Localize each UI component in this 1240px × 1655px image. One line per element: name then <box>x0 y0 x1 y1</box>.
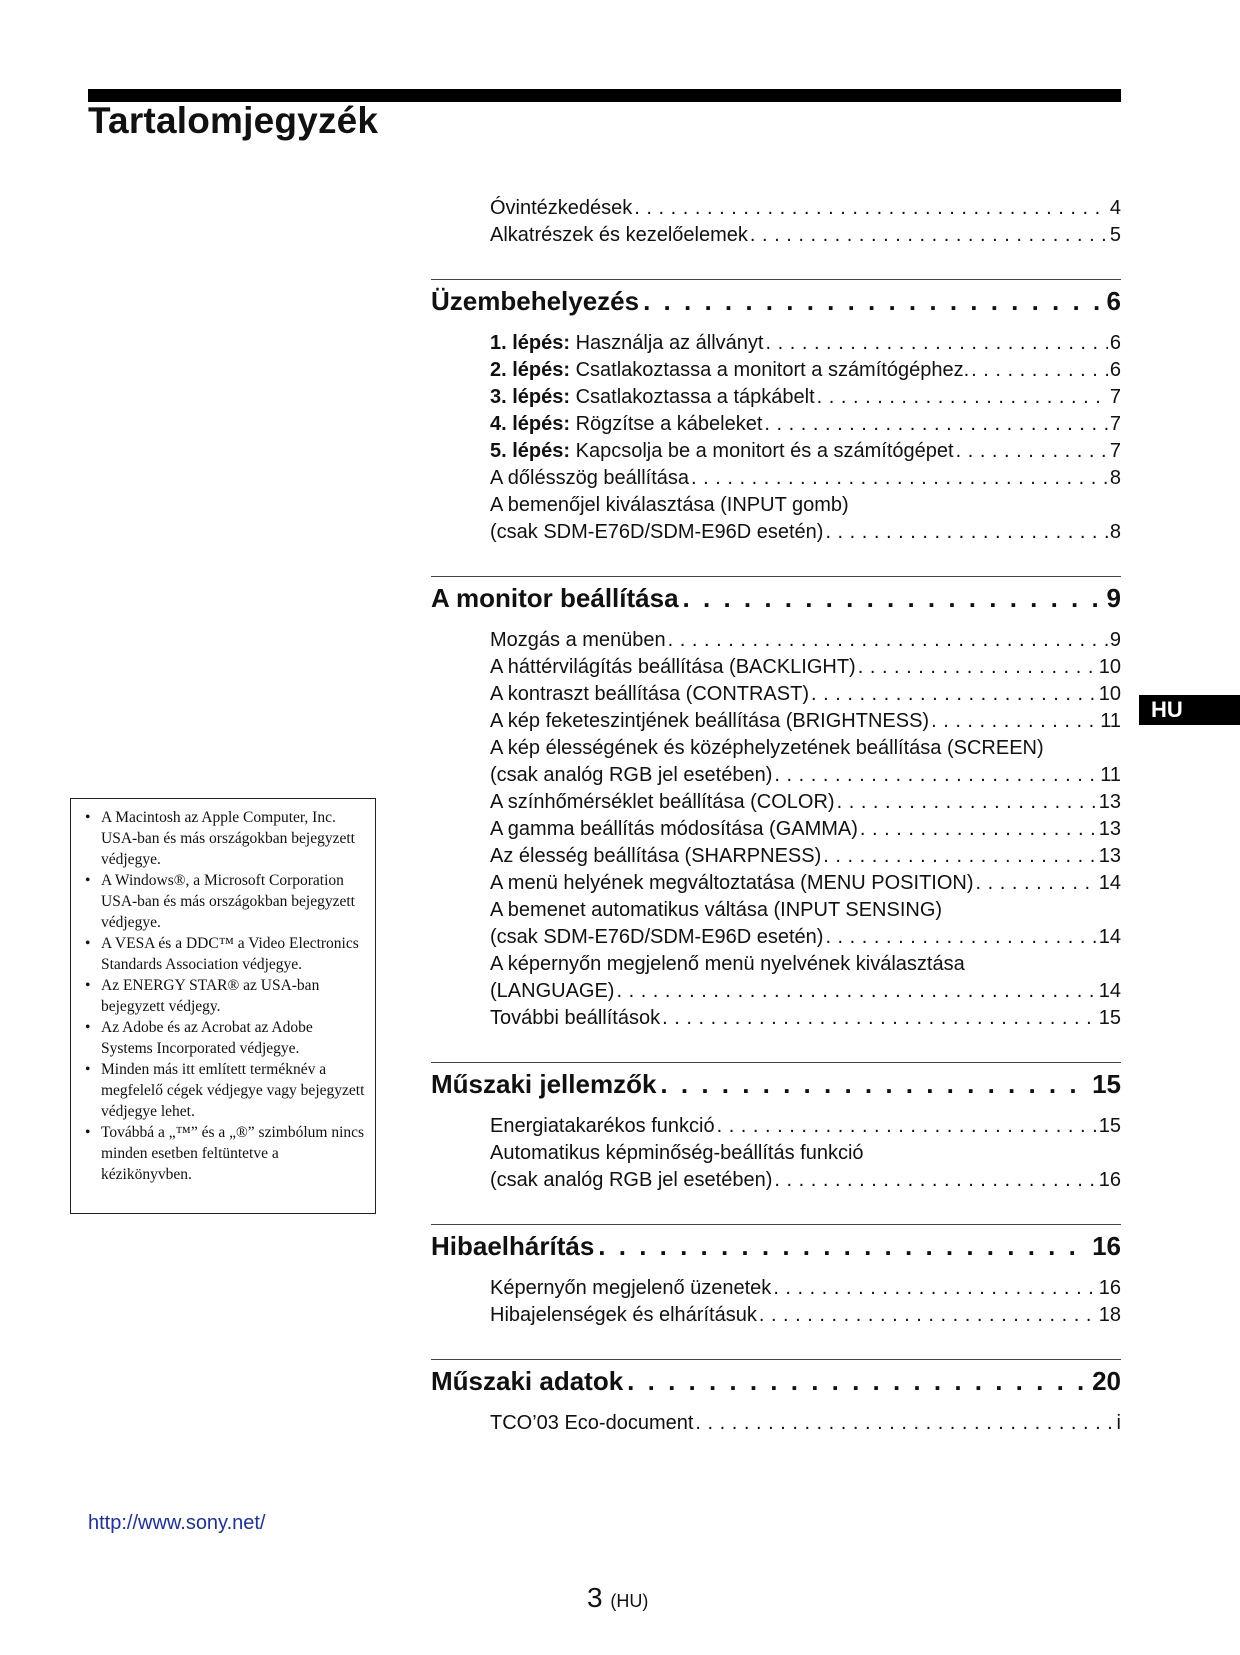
toc-section <box>431 576 1121 1032</box>
sony-url-link[interactable]: http://www.sony.net/ <box>88 1512 266 1534</box>
toc-section <box>431 1359 1121 1437</box>
toc-entry[interactable]: (csak SDM-E76D/SDM-E96D esetén) . . . 8 <box>490 519 1121 546</box>
toc-entry[interactable]: 5. lépés: Kapcsolja be a monitort és a számítógépet . . . 7 <box>490 438 1121 465</box>
toc-entry[interactable]: A menü helyének megváltoztatása (MENU POSITION) . . . 14 <box>490 870 1121 897</box>
section-heading[interactable]: A monitor beállítása . . . 9 <box>431 579 1121 617</box>
trademark-note: • Minden más itt említett terméknév a megfelelő cégek védjegye vagy bejegyzett védjegye lehet. <box>101 1059 365 1122</box>
section-heading[interactable]: Üzembehelyezés . . . 6 <box>431 282 1121 320</box>
toc-entry[interactable]: A kép élességének és középhelyzetének beállítása (SCREEN) <box>490 737 1044 759</box>
toc-entry[interactable]: A bemenet automatikus váltása (INPUT SENSING) <box>490 899 943 921</box>
section-heading[interactable]: Műszaki jellemzők . . . 15 <box>431 1065 1121 1103</box>
toc-entry[interactable]: A dőlésszög beállítása . . . 8 <box>490 465 1121 492</box>
toc-entry[interactable]: A bemenőjel kiválasztása (INPUT gomb) <box>490 494 849 516</box>
toc-entry[interactable]: A kép feketeszintjének beállítása (BRIGHTNESS) . . . 11 <box>490 708 1121 735</box>
trademark-notes <box>70 798 376 1214</box>
toc-entry[interactable]: TCO’03 Eco-document . . . i <box>490 1410 1121 1437</box>
toc-entry[interactable]: 4. lépés: Rögzítse a kábeleket . . . 7 <box>490 411 1121 438</box>
toc-entry[interactable]: Hibajelenségek és elhárításuk . . . 18 <box>490 1302 1121 1329</box>
toc-entry[interactable]: (LANGUAGE) . . . 14 <box>490 978 1121 1005</box>
trademark-note: • Továbbá a „™” és a „®” szimbólum nincs minden esetben feltüntetve a kézikönyvben. <box>101 1122 365 1185</box>
page-title: Tartalomjegyzék <box>88 100 379 141</box>
toc-entry[interactable]: Mozgás a menüben . . . 9 <box>490 627 1121 654</box>
toc-entry[interactable]: A háttérvilágítás beállítása (BACKLIGHT) . . . 10 <box>490 654 1121 681</box>
section-heading[interactable]: Műszaki adatok . . . 20 <box>431 1362 1121 1400</box>
trademark-note: • A Windows®, a Microsoft Corporation USA-ban és más országokban bejegyzett védjegye. <box>101 870 365 933</box>
toc-entry[interactable]: További beállítások . . . 15 <box>490 1005 1121 1032</box>
trademark-note: • Az Adobe és az Acrobat az Adobe Systems Incorporated védjegye. <box>101 1017 365 1059</box>
trademark-note: • A Macintosh az Apple Computer, Inc. USA-ban és más országokban bejegyzett védjegye. <box>101 807 365 870</box>
toc-entry[interactable]: A kontraszt beállítása (CONTRAST) . . . 10 <box>490 681 1121 708</box>
trademark-note: • Az ENERGY STAR® az USA-ban bejegyzett védjegy. <box>101 975 365 1017</box>
intro-entries <box>431 195 1121 249</box>
trademark-note: • A VESA és a DDC™ a Video Electronics Standards Association védjegye. <box>101 933 365 975</box>
toc-entry[interactable]: Energiatakarékos funkció . . . 15 <box>490 1113 1121 1140</box>
toc-entry[interactable]: A színhőmérséklet beállítása (COLOR) . . . 13 <box>490 789 1121 816</box>
toc-section <box>431 279 1121 546</box>
language-tab: HU <box>1139 695 1240 725</box>
toc-entry[interactable]: Képernyőn megjelenő üzenetek . . . 16 <box>490 1275 1121 1302</box>
toc-entry[interactable]: 2. lépés: Csatlakoztassa a monitort a számítógéphez. . . . 6 <box>490 357 1121 384</box>
toc-entry[interactable]: 1. lépés: Használja az állványt . . . 6 <box>490 330 1121 357</box>
toc-entry[interactable]: (csak analóg RGB jel esetében) . . . 16 <box>490 1167 1121 1194</box>
toc-entry[interactable]: A képernyőn megjelenő menü nyelvének kiválasztása <box>490 953 965 975</box>
toc-entry[interactable]: Alkatrészek és kezelőelemek . . . 5 <box>490 222 1121 249</box>
toc-entry[interactable]: Automatikus képminőség-beállítás funkció <box>490 1142 864 1164</box>
section-heading[interactable]: Hibaelhárítás . . . 16 <box>431 1227 1121 1265</box>
toc-entry[interactable]: A gamma beállítás módosítása (GAMMA) . . . 13 <box>490 816 1121 843</box>
toc-section <box>431 1062 1121 1194</box>
toc-entry[interactable]: Az élesség beállítása (SHARPNESS) . . . 13 <box>490 843 1121 870</box>
toc-entry[interactable]: (csak SDM-E76D/SDM-E96D esetén) . . . 14 <box>490 924 1121 951</box>
toc-section <box>431 1224 1121 1329</box>
toc-entry[interactable]: (csak analóg RGB jel esetében) . . . 11 <box>490 762 1121 789</box>
table-of-contents <box>431 195 1121 1437</box>
toc-entry[interactable]: Óvintézkedések . . . 4 <box>490 195 1121 222</box>
toc-entry[interactable]: 3. lépés: Csatlakoztassa a tápkábelt . . . 7 <box>490 384 1121 411</box>
page-number: 3 (HU) <box>587 1582 649 1613</box>
